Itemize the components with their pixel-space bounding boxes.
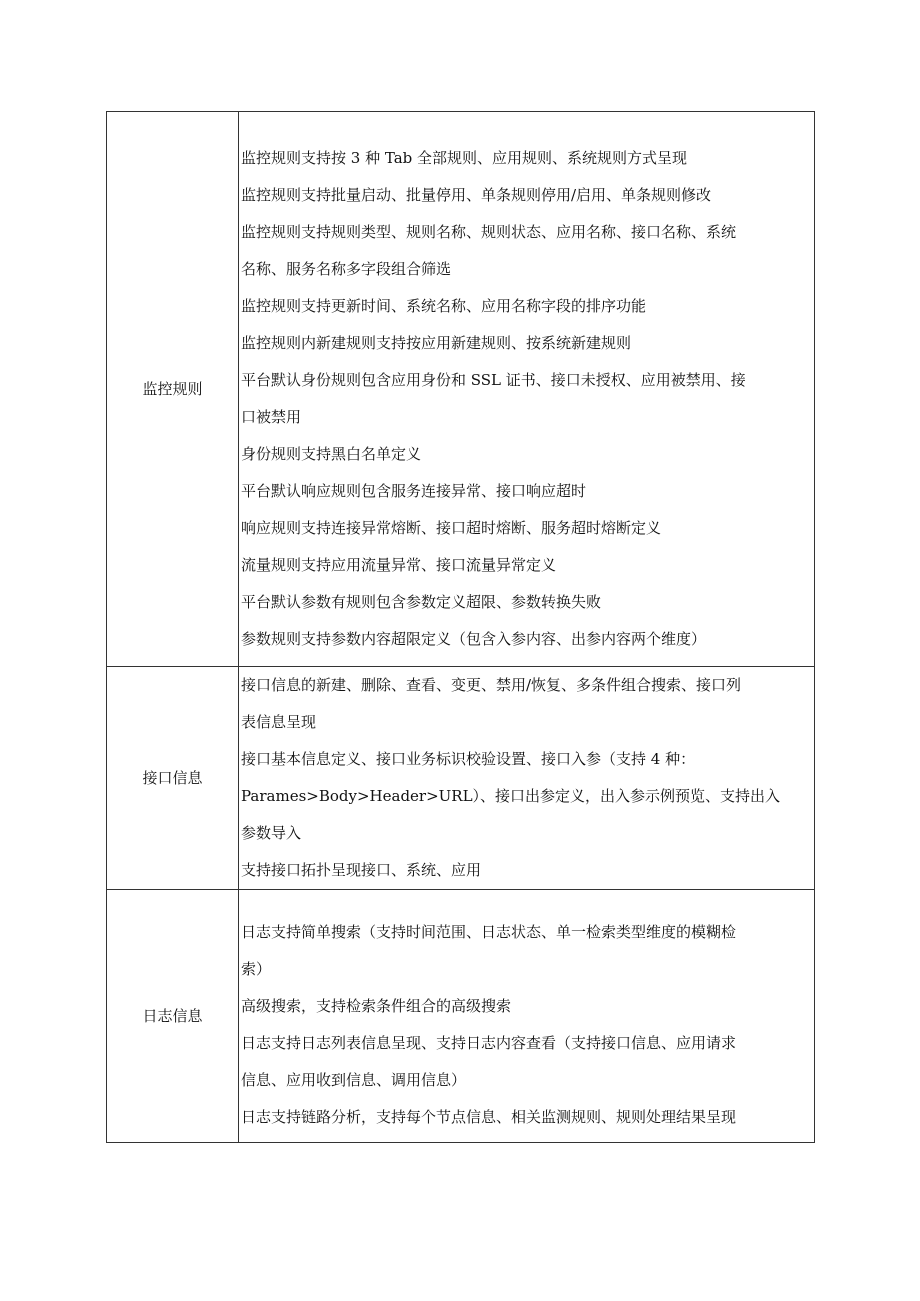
table-row: [107, 112, 815, 667]
content-line: 身份规则支持黑白名单定义: [241, 445, 422, 463]
content-line: 接口基本信息定义、接口业务标识校验设置、接口入参（支持 4 种：: [241, 750, 696, 768]
content-line: 参数规则支持参数内容超限定义（包含入参内容、出参内容两个维度）: [241, 630, 707, 648]
content-line: 日志支持链路分析，支持每个节点信息、相关监测规则、规则处理结果呈现: [241, 1108, 737, 1126]
content-line: 接口信息的新建、删除、查看、变更、禁用/恢复、多条件组合搜索、接口列: [241, 676, 742, 694]
content-line: 名称、服务名称多字段组合筛选: [241, 260, 452, 278]
content-line: 平台默认参数有规则包含参数定义超限、参数转换失败: [241, 593, 602, 611]
content-line: 监控规则内新建规则支持按应用新建规则、按系统新建规则: [241, 334, 632, 352]
content-line: 参数导入: [241, 824, 302, 842]
row-content: [239, 112, 815, 667]
table-row: [107, 667, 815, 890]
table-row: [107, 890, 815, 1143]
content-line: 平台默认身份规则包含应用身份和 SSL 证书、接口未授权、应用被禁用、接: [241, 371, 746, 389]
content-line: 高级搜索，支持检索条件组合的高级搜索: [241, 997, 512, 1015]
row-content: [239, 667, 815, 890]
content-line: 支持接口拓扑呈现接口、系统、应用: [241, 861, 482, 879]
content-line: 响应规则支持连接异常熔断、接口超时熔断、服务超时熔断定义: [241, 519, 662, 537]
content-line: 日志支持简单搜索（支持时间范围、日志状态、单一检索类型维度的模糊检: [241, 923, 737, 941]
row-content: [239, 890, 815, 1143]
row-label: 日志信息: [107, 890, 239, 1143]
feature-table-body: [107, 112, 815, 1143]
content-line: 平台默认响应规则包含服务连接异常、接口响应超时: [241, 482, 587, 500]
content-line: 信息、应用收到信息、调用信息）: [241, 1071, 467, 1089]
content-line: 口被禁用: [241, 408, 302, 426]
content-line: 监控规则支持批量启动、批量停用、单条规则停用/启用、单条规则修改: [241, 186, 712, 204]
content-line: 表信息呈现: [241, 713, 317, 731]
content-line: 监控规则支持按 3 种 Tab 全部规则、应用规则、系统规则方式呈现: [241, 149, 688, 167]
content-line: 流量规则支持应用流量异常、接口流量异常定义: [241, 556, 557, 574]
row-label: 接口信息: [107, 667, 239, 890]
content-line: 索）: [241, 960, 272, 978]
content-line: 日志支持日志列表信息呈现、支持日志内容查看（支持接口信息、应用请求: [241, 1034, 737, 1052]
content-line: Parames>Body>Header>URL）、接口出参定义，出入参示例预览、支持出入: [241, 787, 781, 805]
row-label: 监控规则: [107, 112, 239, 667]
content-line: 监控规则支持规则类型、规则名称、规则状态、应用名称、接口名称、系统: [241, 223, 737, 241]
feature-table: [106, 111, 815, 1143]
content-line: 监控规则支持更新时间、系统名称、应用名称字段的排序功能: [241, 297, 647, 315]
